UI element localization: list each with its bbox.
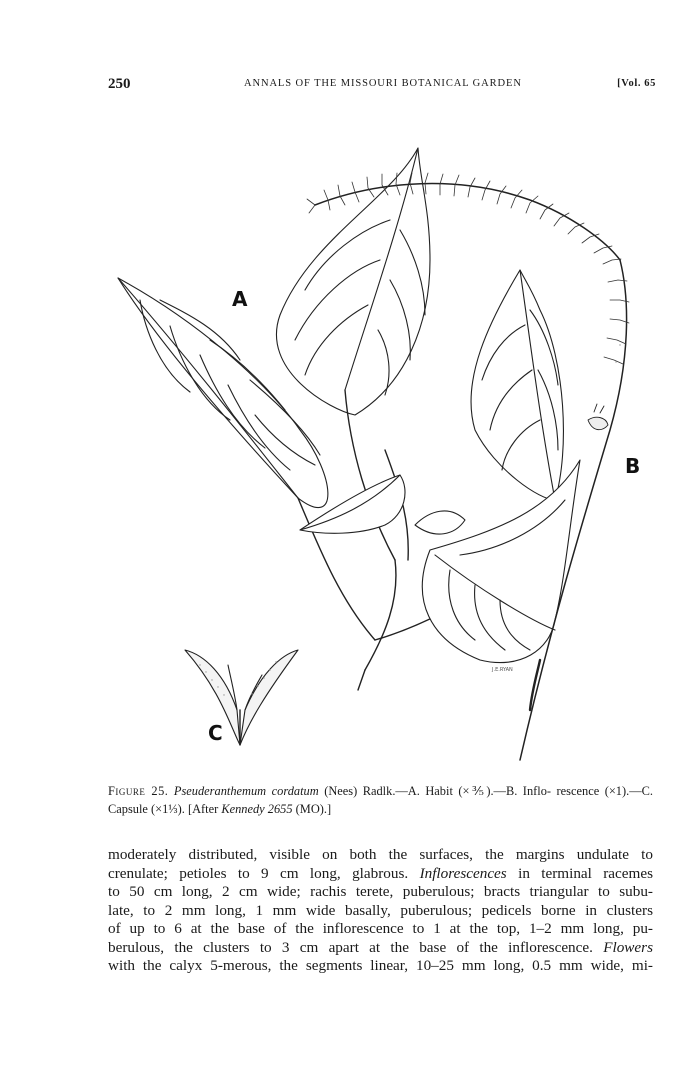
term-inflorescences: Inflorescences — [419, 864, 507, 882]
body-text-segment: in terminal racemes — [518, 864, 653, 882]
leaf-upper-middle — [276, 148, 430, 415]
journal-title: ANNALS OF THE MISSOURI BOTANICAL GARDEN — [244, 78, 522, 89]
term-flowers: Flowers — [603, 938, 653, 956]
panel-label-a: A — [232, 287, 248, 311]
leaf-right-upper — [471, 270, 563, 500]
body-line: of up to 6 at the base of the inflorescence to 1 at the top, 1–2 mm long, pu- — [108, 920, 653, 937]
collector-name: Kennedy 2655 — [221, 802, 293, 816]
panel-label-b: B — [625, 454, 641, 478]
body-line: with the calyx 5-merous, the segments linear, 10–25 mm long, 0.5 mm wide, mi- — [108, 957, 653, 974]
body-text-segment: berulous, the clusters to 3 cm apart at the base of the inflorescence. — [108, 938, 593, 956]
body-line: late, to 2 mm long, 1 mm wide basally, puberulous; pedicels borne in clusters — [108, 901, 653, 919]
body-line: to 50 cm long, 2 cm wide; rachis terete, puberulous; bracts triangular to subu- — [108, 883, 653, 900]
running-head — [108, 76, 656, 96]
caption-authority: (Nees) Radlk.—A. Habit (×⅗).—B. Inflo- — [324, 784, 552, 798]
panel-label-c: C — [208, 721, 223, 745]
figure-label: Figure 25. — [108, 784, 169, 798]
body-text-segment: crenulate; petioles to 9 cm long, glabrous. — [108, 864, 409, 882]
herbarium-code: (MO).] — [295, 802, 332, 816]
botanical-illustration — [100, 130, 660, 770]
capsule-drawing — [185, 650, 298, 745]
body-text — [108, 846, 653, 976]
body-line — [108, 865, 653, 884]
volume-number: [Vol. 65 — [617, 78, 656, 89]
figure-caption — [108, 782, 653, 818]
body-line — [108, 939, 653, 958]
caption-line2: rescence (×1).—C. Capsule (×1⅓). [After — [108, 784, 653, 816]
body-line: moderately distributed, visible on both the surfaces, the margins undulate to — [108, 846, 653, 863]
page-number: 250 — [108, 76, 131, 92]
plant-drawing — [100, 130, 660, 770]
flower-detail — [588, 404, 608, 430]
species-name: Pseuderanthemum cordatum — [173, 784, 319, 798]
artist-signature: J.E.RYAN — [492, 667, 513, 673]
leaf-lower-right — [422, 460, 580, 663]
